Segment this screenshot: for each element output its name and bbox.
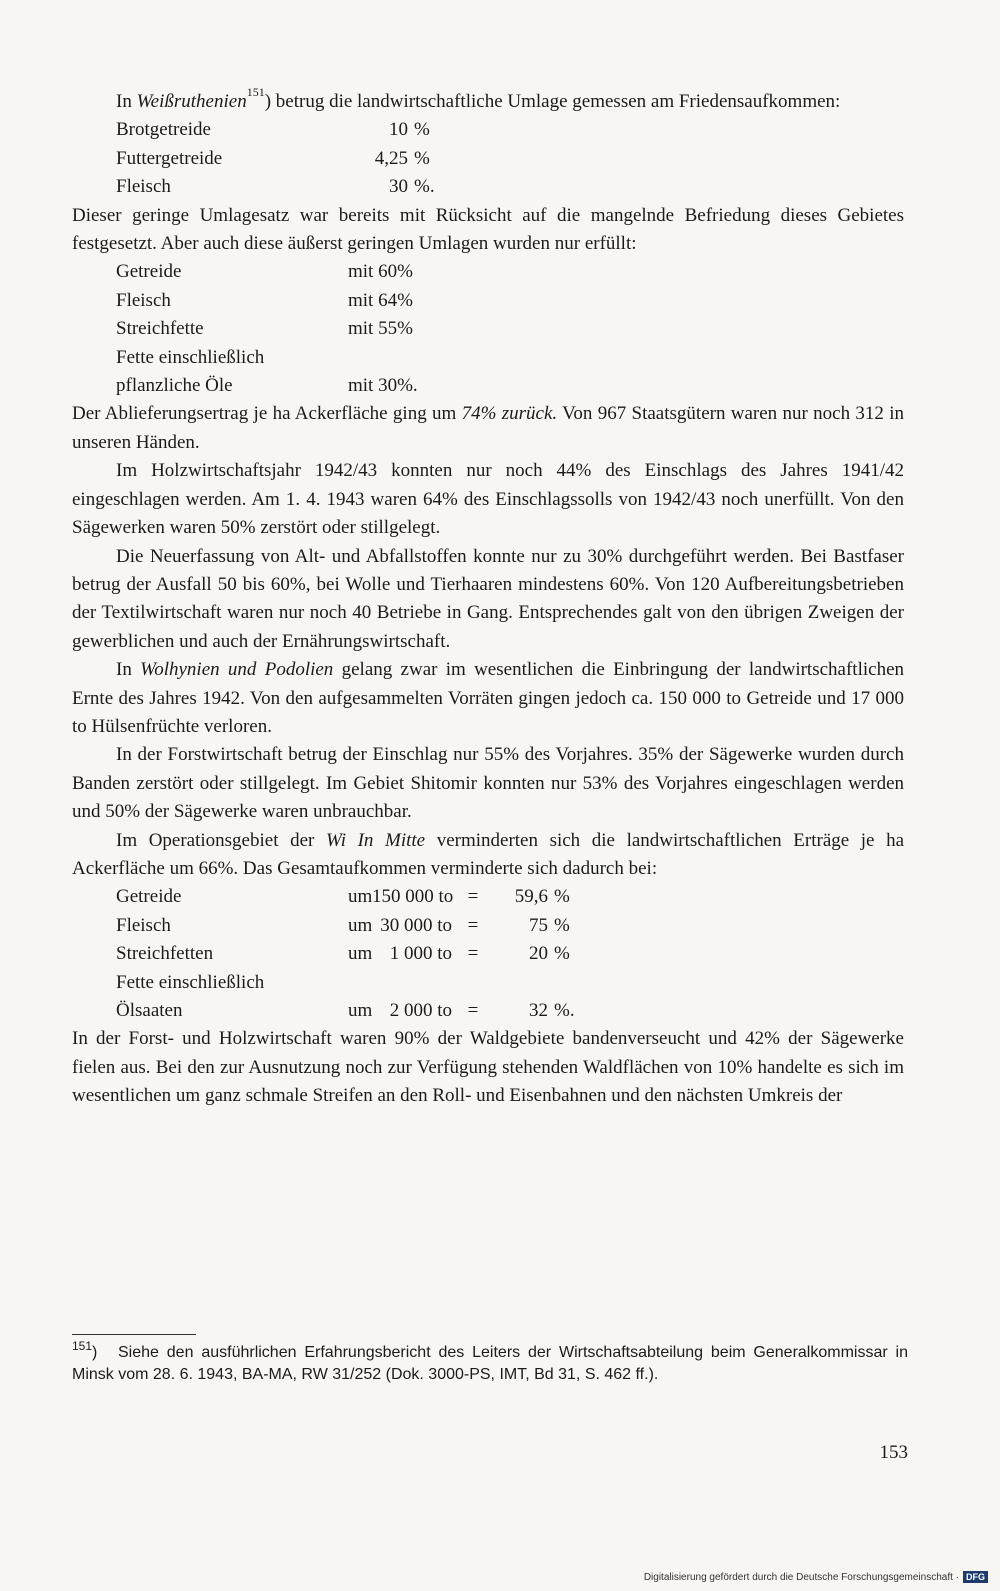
dfg-logo-icon: DFG <box>963 1571 988 1583</box>
place-weissruthenien: Weißruthenien <box>136 91 247 112</box>
paragraph-5: Die Neuerfassung von Alt- und Abfallstoffen konnte nur zu 30% durchgeführt werden. Bei Bastfaser betrug der Ausfall 50 bis 60%, bei Wolle und Tierhaaren mindestens 60%. Von 120 Aufbereitungsbetrieben der Textilwirtschaft waren nur noch 40 Betriebe in Gang. Entsprechendes galt von den übrigen Zweigen der gewerblichen und auch der Ernährungswirtschaft. <box>72 545 904 652</box>
table-gesamtaufkommen <box>116 883 904 1025</box>
paragraph-2: Dieser geringe Umlagesatz war bereits mit Rücksicht auf die mangelnde Befriedung dieses Gebietes festgesetzt. Aber auch diese äußerst geringen Umlagen wurden nur erfüllt: <box>72 204 904 255</box>
table-row: Fleisch mit 64% <box>116 289 413 311</box>
paragraph-4: Im Holzwirtschaftsjahr 1942/43 konnten nur noch 44% des Einschlags des Jahres 1941/42 eingeschlagen werden. Am 1. 4. 1943 waren 64% des Einschlagssolls von 1942/43 noch unerfüllt. Von den Sägewerken waren 50% zerstört oder stillgelegt. <box>72 460 904 539</box>
footnote-text: Siehe den ausführlichen Erfahrungsbericht des Leiters der Wirtschaftsabteilung beim Generalkommissar in Minsk vom 28. 6. 1943, BA-MA, RW 31/252 (Dok. 3000-PS, IMT, Bd 31, S. 462 ff.). <box>72 1344 908 1383</box>
table-row: Getreide um 150 000 to = 59,6 % <box>116 886 570 908</box>
paragraph-8: Im Operationsgebiet der Wi In Mitte verminderten sich die landwirtschaftlichen Erträge je ha Ackerfläche um 66%. Das Gesamtaufkommen verminderte sich dadurch bei: <box>72 829 905 879</box>
table-row: Fleisch 30 %. <box>116 176 435 198</box>
table-row: pflanzliche Öle mit 30%. <box>116 375 418 397</box>
table-row: Fleisch um 30 000 to = 75 % <box>116 914 570 936</box>
page-body <box>72 85 905 1111</box>
paragraph-7: In der Forstwirtschaft betrug der Einschlag nur 55% des Vorjahres. 35% der Sägewerke wurden durch Banden zerstört oder stillgelegt. Im Gebiet Shitomir konnten nur 53% des Vorjahres eingeschlagen werden und 50% der Sägewerke waren unbrauchbar. <box>72 744 904 823</box>
page-number: 153 <box>879 1442 908 1463</box>
paragraph-6: In Wolhynien und Podolien gelang zwar im wesentlichen die Einbringung der landwirtschaftlichen Ernte des Jahres 1942. Von den aufgesammelten Vorräten gingen jedoch ca. 150 000 to Getreide und 17 000 to Hülsenfrüchte verloren. <box>72 659 905 737</box>
footnote-number: $^{151}$) <box>72 1339 98 1361</box>
paragraph-9: In der Forst- und Holzwirtschaft waren 90% der Waldgebiete bandenverseucht und 42% der Sägewerke fielen aus. Bei den zur Ausnutzung noch zur Verfügung stehenden Waldflächen von 10% handelte es sich im wesentlichen um ganz schmale Streifen an den Roll- und Eisenbahnen und den nächsten Umkreis der <box>72 1028 904 1107</box>
paragraph-3: Der Ablieferungsertrag je ha Ackerfläche ging um 74% zurück. Von 967 Staatsgütern waren nur noch 312 in unseren Händen. <box>72 403 904 453</box>
table-row: Ölsaaten um 2 000 to = 32 %. <box>116 1000 575 1021</box>
table-row: Streichfetten um 1 000 to = 20 % <box>116 943 570 965</box>
table-row: Streichfette mit 55% <box>116 318 413 340</box>
table-row: Brotgetreide 10 % <box>116 119 430 141</box>
table-row: Fette einschließlich <box>116 346 265 368</box>
table-umlage <box>116 116 904 201</box>
table-row: Getreide mit 60% <box>116 261 413 283</box>
footnote-ref[interactable]: 151 <box>246 85 265 99</box>
table-row: Fette einschließlich <box>116 971 265 993</box>
footnote <box>72 1339 908 1386</box>
digitization-credit: Digitalisierung gefördert durch die Deutsche Forschungsgemeinschaft · DFG <box>644 1571 988 1583</box>
table-erfuellt <box>116 258 904 400</box>
paragraph-1: In Weißruthenien$^{151}$) betrug die landwirtschaftliche Umlage gemessen am Friedensaufkommen: <box>116 85 841 112</box>
footnote-divider <box>72 1334 196 1335</box>
table-row: Futtergetreide 4,25 % <box>116 147 430 169</box>
